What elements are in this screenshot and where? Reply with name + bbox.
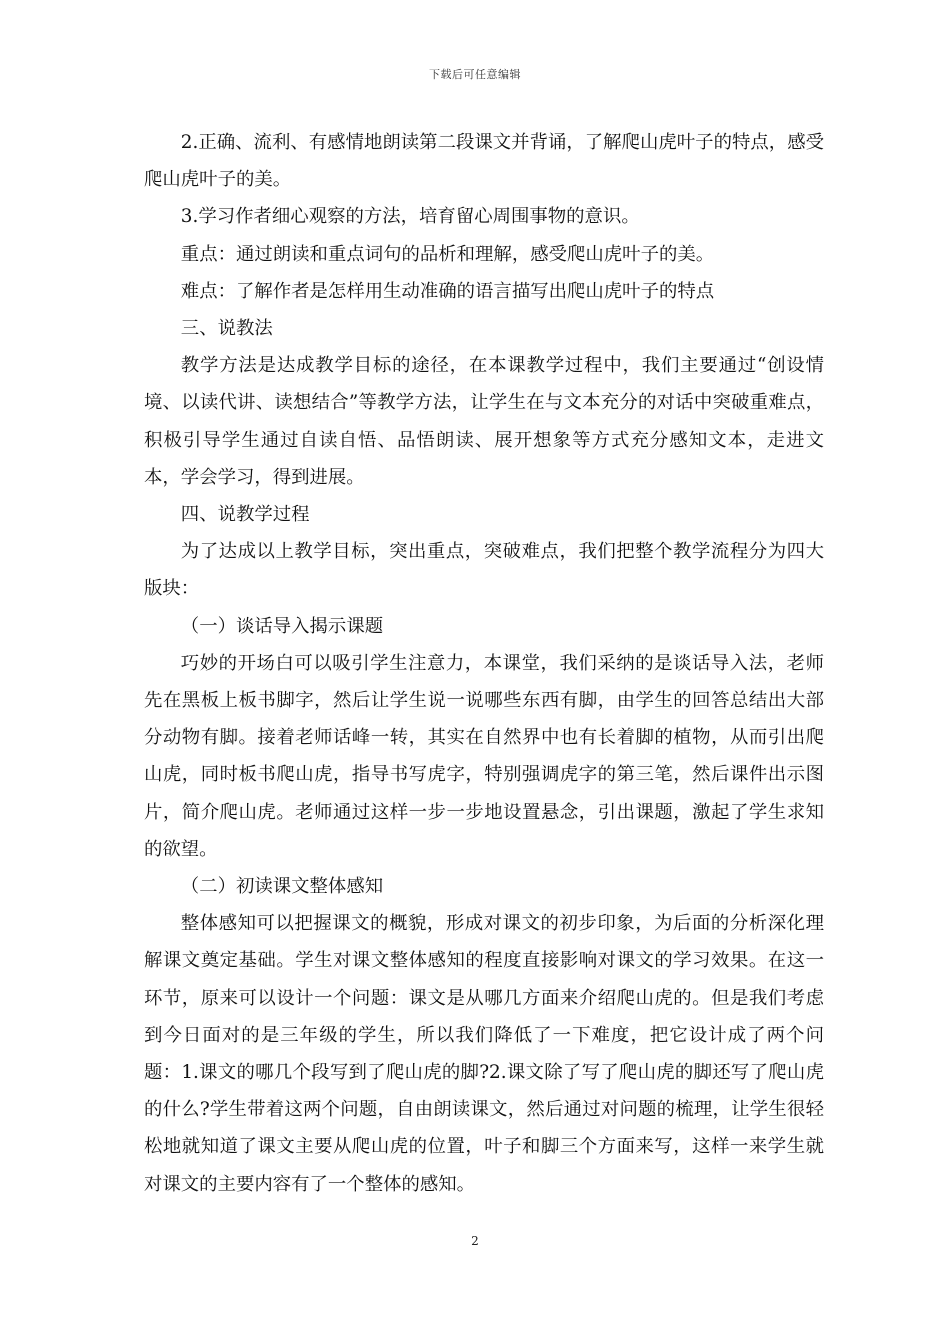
subsection-heading-intro: （一）谈话导入揭示课题 bbox=[180, 615, 384, 637]
paragraph-difficulty: 难点：了解作者是怎样用生动准确的语言描写出爬山虎叶子的特点 bbox=[180, 280, 715, 302]
section-heading-teaching-process: 四、说教学过程 bbox=[180, 504, 310, 526]
page-number: 2 bbox=[471, 1234, 479, 1248]
paragraph-key-point: 重点：通过朗读和重点词句的品析和理解，感受爬山虎叶子的美。 bbox=[180, 243, 715, 265]
document-body bbox=[144, 124, 824, 1203]
paragraph-process-intro: 为了达成以上教学目标，突出重点，突破难点，我们把整个教学流程分为四大版块： bbox=[144, 541, 824, 600]
subsection-heading-first-reading: （二）初读课文整体感知 bbox=[180, 876, 384, 898]
section-heading-teaching-method: 三、说教法 bbox=[180, 318, 273, 340]
paragraph-goal-3: 3.学习作者细心观察的方法，培育留心周围事物的意识。 bbox=[180, 206, 640, 228]
paragraph-intro-detail: 巧妙的开场白可以吸引学生注意力，本课堂，我们采纳的是谈话导入法，老师先在黑板上板书脚字，然后让学生说一说哪些东西有脚，由学生的回答总结出大部分动物有脚。接着老师话峰一转，其实在自然界中也有长着脚的植物，从而引出爬山虎，同时板书爬山虎，指导书写虎字，特别强调虎字的第三笔，然后课件出示图片，简介爬山虎。老师通过这样一步一步地设置悬念，引出课题，激起了学生求知的欲望。 bbox=[144, 652, 824, 860]
paragraph-first-reading-detail: 整体感知可以把握课文的概貌，形成对课文的初步印象，为后面的分析深化理解课文奠定基础。学生对课文整体感知的程度直接影响对课文的学习效果。在这一环节，原来可以设计一个问题：课文是从哪几方面来介绍爬山虎的。但是我们考虑到今日面对的是三年级的学生，所以我们降低了一下难度，把它设计成了两个问题：1.课文的哪几个段写到了爬山虎的脚?2.课文除了写了爬山虎的脚还写了爬山虎的什么?学生带着这两个问题，自由朗读课文，然后通过对问题的梳理，让学生很轻松地就知道了课文主要从爬山虎的位置，叶子和脚三个方面来写，这样一来学生就对课文的主要内容有了一个整体的感知。 bbox=[144, 913, 824, 1195]
paragraph-teaching-method: 教学方法是达成教学目标的途径，在本课教学过程中，我们主要通过“创设情境、以读代讲、读想结合”等教学方法，让学生在与文本充分的对话中突破重难点，积极引导学生通过自读自悟、品悟朗读、展开想象等方式充分感知文本，走进文本，学会学习，得到进展。 bbox=[144, 355, 824, 488]
paragraph-goal-2: 2.正确、流利、有感情地朗读第二段课文并背诵，了解爬山虎叶子的特点，感受爬山虎叶子的美。 bbox=[144, 132, 824, 191]
page-header: 下载后可任意编辑 bbox=[429, 68, 521, 81]
